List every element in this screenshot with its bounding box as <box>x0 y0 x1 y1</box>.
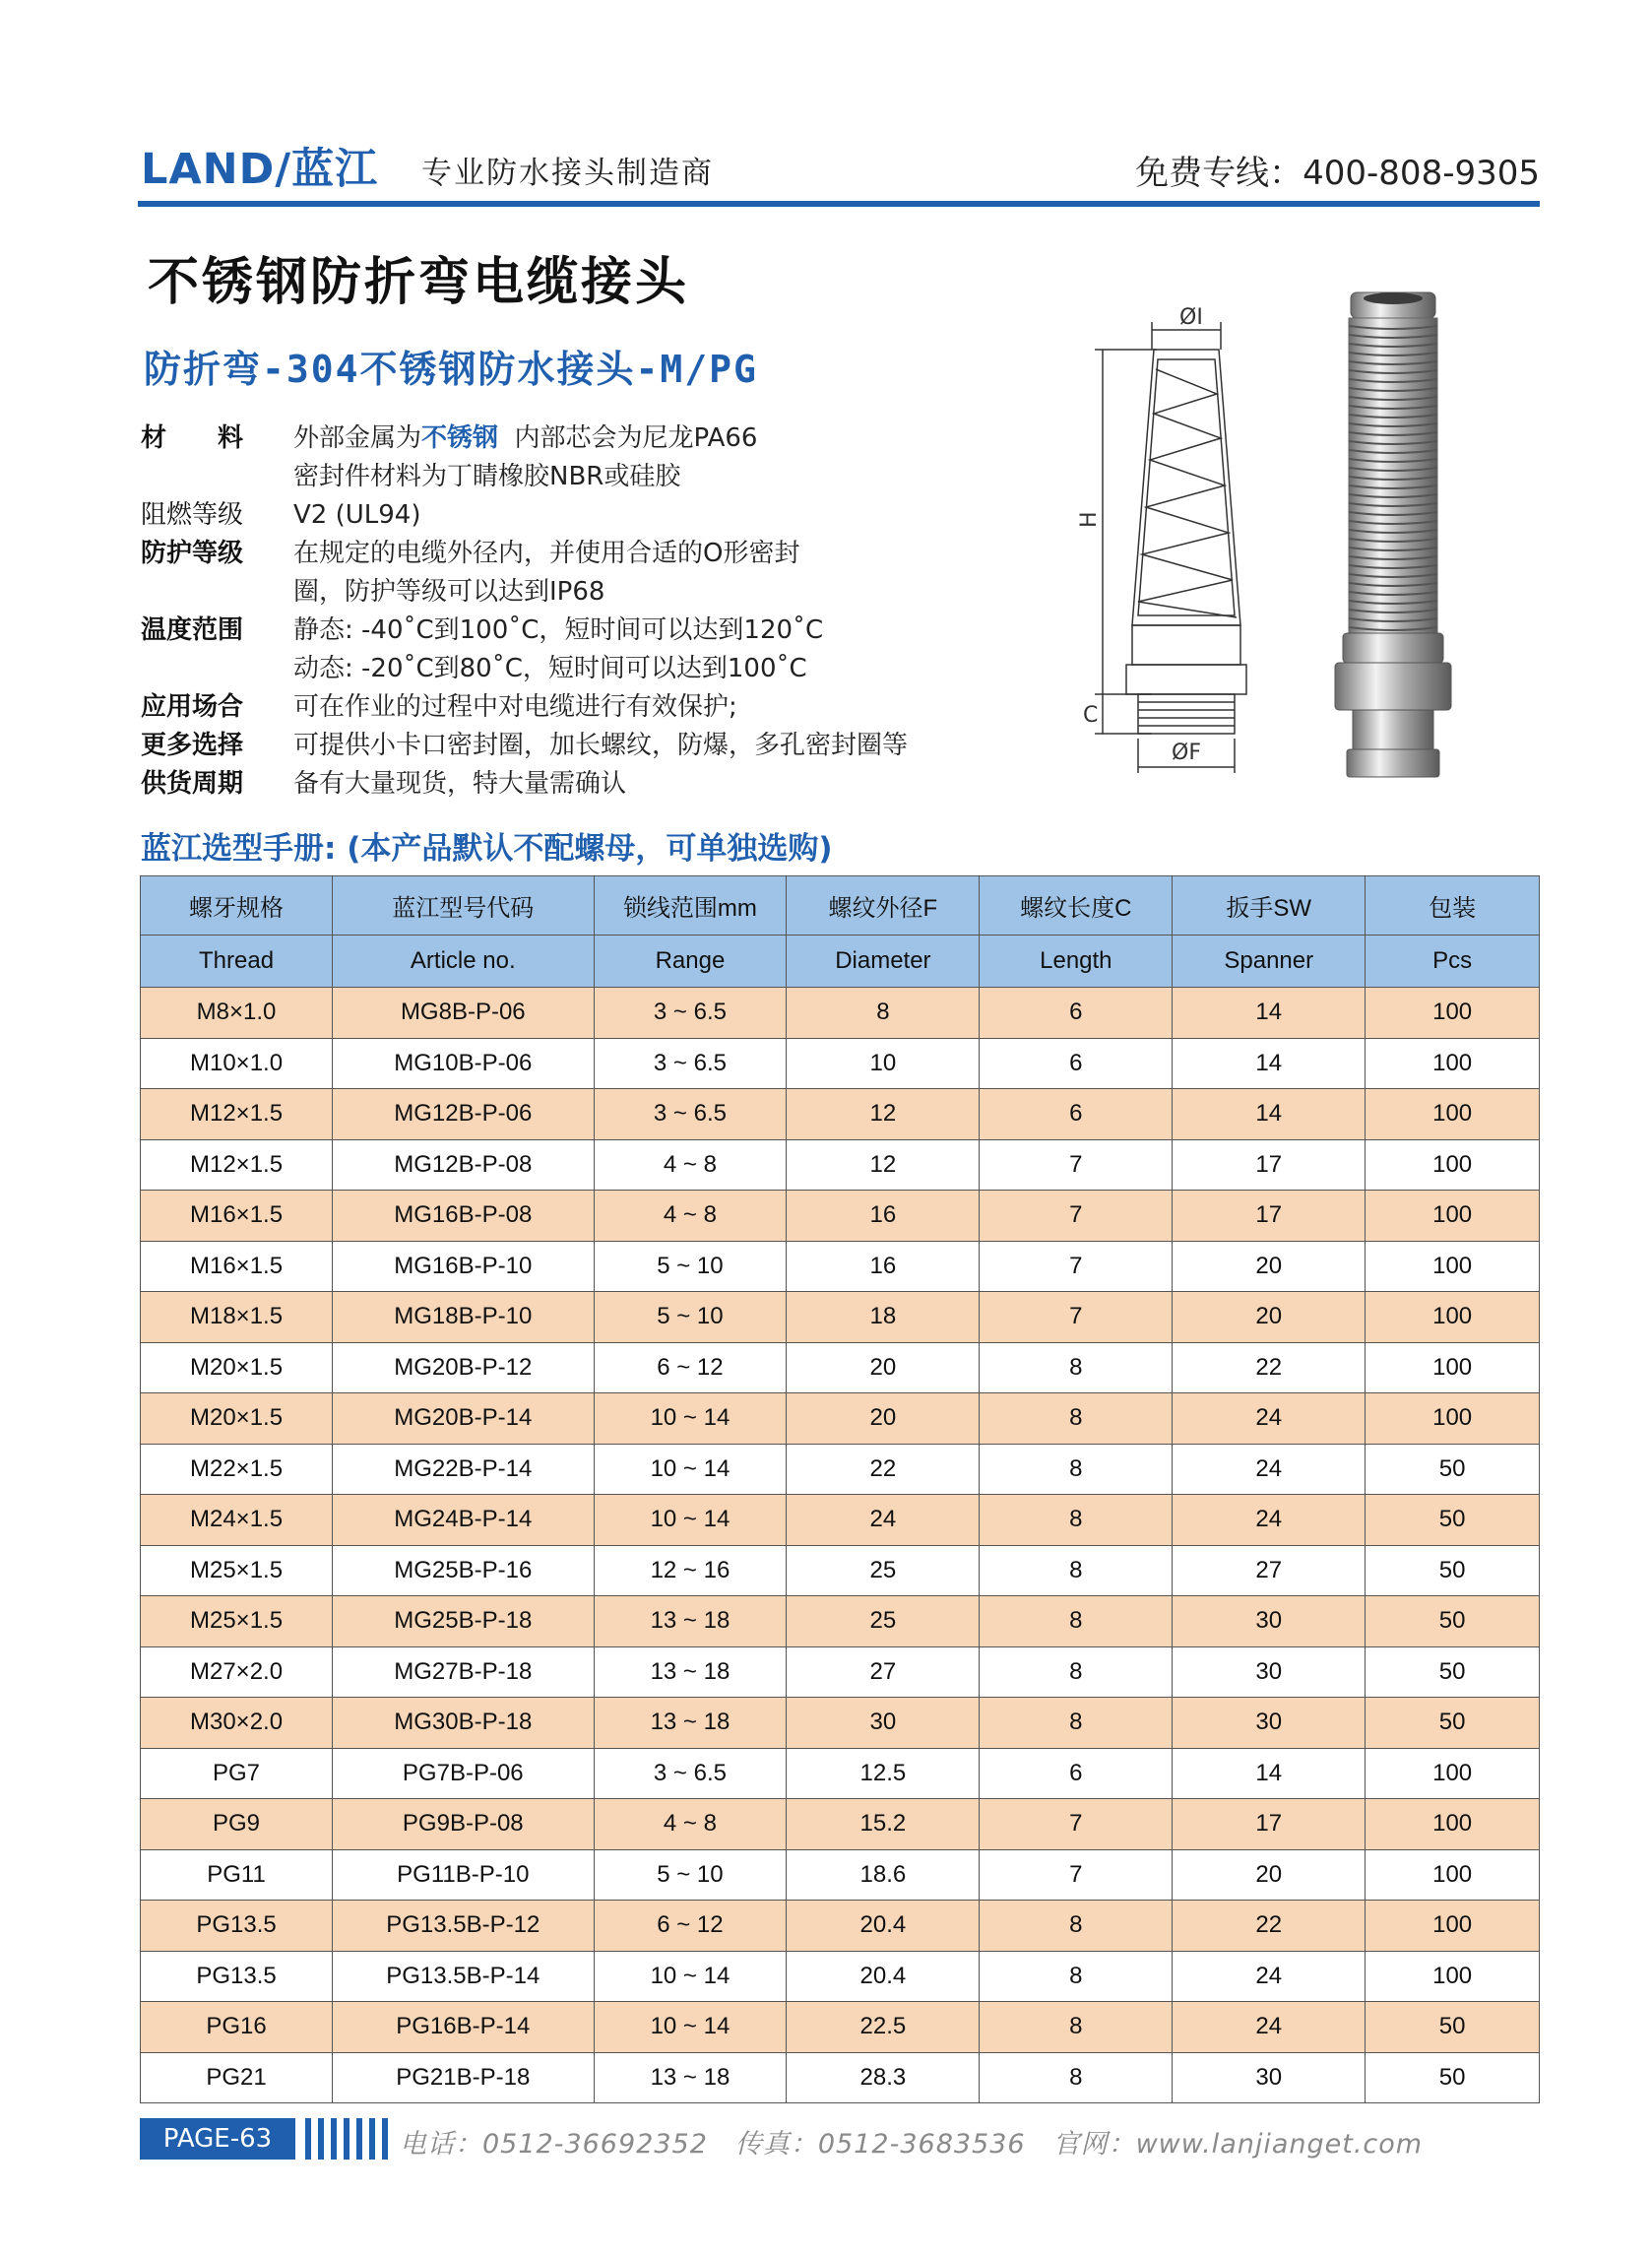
table-cell: M22×1.5 <box>141 1444 333 1495</box>
table-cell: 14 <box>1173 1089 1366 1140</box>
dim-label-f: ØF <box>1172 741 1201 765</box>
table-cell: 50 <box>1366 1545 1540 1596</box>
table-cell: PG13.5B-P-14 <box>333 1951 594 2002</box>
table-cell: PG7B-P-06 <box>333 1748 594 1799</box>
table-cell: 100 <box>1366 1393 1540 1445</box>
table-cell: 7 <box>980 1799 1173 1850</box>
table-cell: PG21B-P-18 <box>333 2052 594 2103</box>
table-cell: 24 <box>1173 1495 1366 1546</box>
table-cell: 100 <box>1366 1241 1540 1292</box>
table-cell: 10 ~ 14 <box>594 1951 787 2002</box>
table-cell: 7 <box>980 1292 1173 1343</box>
table-cell: 8 <box>787 988 980 1039</box>
spec-label: 温度范围 <box>141 615 244 645</box>
table-cell: 30 <box>1173 1646 1366 1698</box>
table-cell: 20.4 <box>787 1901 980 1952</box>
table-cell: 6 ~ 12 <box>594 1901 787 1952</box>
table-cell: 6 <box>980 1038 1173 1089</box>
column-header: 螺纹长度C <box>980 876 1173 935</box>
table-cell: M25×1.5 <box>141 1545 333 1596</box>
table-cell: 14 <box>1173 1038 1366 1089</box>
table-cell: 5 ~ 10 <box>594 1241 787 1292</box>
spec-value: 外部金属为 <box>293 423 422 453</box>
spec-label: 防护等级 <box>141 539 244 568</box>
table-cell: 17 <box>1173 1139 1366 1191</box>
table-cell: 5 ~ 10 <box>594 1292 787 1343</box>
spec-material <box>141 419 1027 458</box>
table-cell: 8 <box>980 1646 1173 1698</box>
table-cell: PG11B-P-10 <box>333 1849 594 1901</box>
hotline: 免费专线：400-808-9305 <box>1135 154 1540 193</box>
table-row <box>141 1849 1540 1901</box>
table-cell: PG16 <box>141 2002 333 2053</box>
table-row <box>141 1089 1540 1140</box>
table-cell: 10 <box>787 1038 980 1089</box>
table-row <box>141 1901 1540 1952</box>
table-cell: 100 <box>1366 1849 1540 1901</box>
table-row <box>141 1139 1540 1191</box>
table-cell: 8 <box>980 1444 1173 1495</box>
column-header: Article no. <box>333 935 594 988</box>
table-cell: 100 <box>1366 1951 1540 2002</box>
table-cell: M25×1.5 <box>141 1596 333 1647</box>
spec-label: 材 料 <box>141 423 244 453</box>
table-cell: 15.2 <box>787 1799 980 1850</box>
table-cell: 3 ~ 6.5 <box>594 1038 787 1089</box>
table-cell: 14 <box>1173 1748 1366 1799</box>
table-cell: 50 <box>1366 2052 1540 2103</box>
table-cell: 18.6 <box>787 1849 980 1901</box>
spec-application <box>141 688 1027 727</box>
table-cell: 20 <box>787 1342 980 1393</box>
table-cell: MG12B-P-06 <box>333 1089 594 1140</box>
table-cell: 10 ~ 14 <box>594 1393 787 1445</box>
table-cell: 8 <box>980 1901 1173 1952</box>
table-cell: MG20B-P-12 <box>333 1342 594 1393</box>
highlight-stainless: 不锈钢 <box>421 423 499 453</box>
table-cell: 30 <box>787 1698 980 1749</box>
dim-label-h: H <box>1077 511 1102 528</box>
product-photo <box>1319 290 1467 783</box>
table-cell: 25 <box>787 1596 980 1647</box>
table-cell: 17 <box>1173 1799 1366 1850</box>
table-cell: M20×1.5 <box>141 1393 333 1445</box>
table-cell: 12 <box>787 1139 980 1191</box>
table-row <box>141 1241 1540 1292</box>
table-cell: 50 <box>1366 1646 1540 1698</box>
brand-logo-text: LAND/蓝江 <box>141 145 379 194</box>
table-cell: 100 <box>1366 1342 1540 1393</box>
product-subtitle: 防折弯-304不锈钢防水接头-M/PG <box>144 348 758 391</box>
table-cell: M24×1.5 <box>141 1495 333 1546</box>
table-cell: 12 ~ 16 <box>594 1545 787 1596</box>
dim-label-c: C <box>1083 703 1099 728</box>
table-cell: 17 <box>1173 1191 1366 1242</box>
column-header: Range <box>594 935 787 988</box>
table-row <box>141 1191 1540 1242</box>
tagline: 专业防水接头制造商 <box>421 156 714 191</box>
table-cell: 16 <box>787 1241 980 1292</box>
spec-value: 可提供小卡口密封圈，加长螺纹，防爆，多孔密封圈等 <box>293 731 909 760</box>
table-cell: MG16B-P-10 <box>333 1241 594 1292</box>
table-cell: 13 ~ 18 <box>594 1698 787 1749</box>
table-cell: 8 <box>980 1393 1173 1445</box>
spec-value: V2 (UL94) <box>293 500 421 530</box>
table-row <box>141 1646 1540 1698</box>
table-cell: 12.5 <box>787 1748 980 1799</box>
table-row <box>141 1393 1540 1445</box>
spec-temperature <box>141 612 1027 650</box>
spec-value: 在规定的电缆外径内，并使用合适的O形密封 <box>293 539 800 568</box>
table-cell: 4 ~ 8 <box>594 1191 787 1242</box>
table-cell: 100 <box>1366 1292 1540 1343</box>
table-cell: 8 <box>980 1545 1173 1596</box>
table-cell: 10 ~ 14 <box>594 1495 787 1546</box>
table-cell: MG12B-P-08 <box>333 1139 594 1191</box>
table-cell: PG9B-P-08 <box>333 1799 594 1850</box>
selection-guide-title: 蓝江选型手册: (本产品默认不配螺母，可单独选购) <box>141 831 833 867</box>
table-cell: MG18B-P-10 <box>333 1292 594 1343</box>
table-cell: 7 <box>980 1191 1173 1242</box>
table-cell: 18 <box>787 1292 980 1343</box>
table-cell: PG13.5 <box>141 1951 333 2002</box>
table-cell: 8 <box>980 1495 1173 1546</box>
table-row <box>141 1444 1540 1495</box>
spec-value: 动态: -20˚C到80˚C，短时间可以达到100˚C <box>293 654 807 683</box>
column-header: Length <box>980 935 1173 988</box>
spec-options <box>141 727 1027 765</box>
table-cell: MG10B-P-06 <box>333 1038 594 1089</box>
table-cell: 8 <box>980 2052 1173 2103</box>
spec-list <box>141 419 1027 804</box>
spec-value: 备有大量现货，特大量需确认 <box>293 769 627 799</box>
table-cell: 24 <box>1173 1393 1366 1445</box>
table-cell: 20 <box>1173 1292 1366 1343</box>
table-row <box>141 2002 1540 2053</box>
spec-label: 应用场合 <box>141 692 244 722</box>
table-cell: 7 <box>980 1241 1173 1292</box>
column-header: Pcs <box>1366 935 1540 988</box>
table-cell: PG9 <box>141 1799 333 1850</box>
table-cell: 100 <box>1366 988 1540 1039</box>
spec-value: 可在作业的过程中对电缆进行有效保护; <box>293 692 737 722</box>
table-cell: 24 <box>1173 1951 1366 2002</box>
table-cell: 3 ~ 6.5 <box>594 1748 787 1799</box>
column-header: Diameter <box>787 935 980 988</box>
table-cell: 20 <box>1173 1241 1366 1292</box>
table-cell: M18×1.5 <box>141 1292 333 1343</box>
table-cell: 100 <box>1366 1901 1540 1952</box>
table-cell: 100 <box>1366 1799 1540 1850</box>
table-cell: MG8B-P-06 <box>333 988 594 1039</box>
table-row <box>141 1545 1540 1596</box>
page-number: PAGE-63 <box>140 2118 295 2160</box>
spec-value: 密封件材料为丁睛橡胶NBR或硅胶 <box>293 462 681 491</box>
footer-stripes <box>305 2118 388 2160</box>
table-cell: 6 ~ 12 <box>594 1342 787 1393</box>
table-cell: M10×1.0 <box>141 1038 333 1089</box>
table-cell: 8 <box>980 1951 1173 2002</box>
table-row <box>141 988 1540 1039</box>
table-cell: 100 <box>1366 1038 1540 1089</box>
table-cell: 27 <box>1173 1545 1366 1596</box>
table-cell: MG16B-P-08 <box>333 1191 594 1242</box>
table-header-en <box>141 935 1540 988</box>
spec-protection <box>141 535 1027 573</box>
column-header: 锁线范围mm <box>594 876 787 935</box>
table-cell: 16 <box>787 1191 980 1242</box>
table-cell: 10 ~ 14 <box>594 1444 787 1495</box>
spec-value: 内部芯会为尼龙PA66 <box>498 423 758 453</box>
table-cell: 6 <box>980 1089 1173 1140</box>
table-row <box>141 1038 1540 1089</box>
table-cell: 20 <box>787 1393 980 1445</box>
table-cell: 30 <box>1173 1698 1366 1749</box>
table-cell: 24 <box>787 1495 980 1546</box>
column-header: 扳手SW <box>1173 876 1366 935</box>
table-cell: 50 <box>1366 1444 1540 1495</box>
table-cell: M27×2.0 <box>141 1646 333 1698</box>
table-cell: 22 <box>1173 1901 1366 1952</box>
column-header: Thread <box>141 935 333 988</box>
table-row <box>141 1748 1540 1799</box>
table-cell: 14 <box>1173 988 1366 1039</box>
table-cell: 22 <box>1173 1342 1366 1393</box>
table-cell: M12×1.5 <box>141 1139 333 1191</box>
table-cell: 6 <box>980 988 1173 1039</box>
table-row <box>141 1799 1540 1850</box>
table-cell: M12×1.5 <box>141 1089 333 1140</box>
table-cell: M8×1.0 <box>141 988 333 1039</box>
table-cell: M30×2.0 <box>141 1698 333 1749</box>
table-cell: 24 <box>1173 2002 1366 2053</box>
table-cell: 100 <box>1366 1139 1540 1191</box>
table-cell: MG24B-P-14 <box>333 1495 594 1546</box>
spec-label: 更多选择 <box>141 731 244 760</box>
spec-label: 阻燃等级 <box>141 500 244 530</box>
header-divider <box>138 201 1540 207</box>
table-cell: PG13.5B-P-12 <box>333 1901 594 1952</box>
table-cell: 22.5 <box>787 2002 980 2053</box>
table-cell: 50 <box>1366 1698 1540 1749</box>
table-body <box>141 988 1540 2103</box>
table-cell: M20×1.5 <box>141 1342 333 1393</box>
table-cell: 4 ~ 8 <box>594 1139 787 1191</box>
table-cell: 8 <box>980 1342 1173 1393</box>
table-cell: 13 ~ 18 <box>594 2052 787 2103</box>
table-cell: 10 ~ 14 <box>594 2002 787 2053</box>
table-cell: PG21 <box>141 2052 333 2103</box>
dim-label-i: ØI <box>1179 305 1203 330</box>
table-row <box>141 1292 1540 1343</box>
table-cell: MG20B-P-14 <box>333 1393 594 1445</box>
table-cell: MG27B-P-18 <box>333 1646 594 1698</box>
table-cell: PG11 <box>141 1849 333 1901</box>
table-cell: 5 ~ 10 <box>594 1849 787 1901</box>
table-cell: PG13.5 <box>141 1901 333 1952</box>
spec-value: 静态: -40˚C到100˚C，短时间可以达到120˚C <box>293 615 824 645</box>
table-cell: 25 <box>787 1545 980 1596</box>
table-cell: 6 <box>980 1748 1173 1799</box>
column-header: Spanner <box>1173 935 1366 988</box>
table-cell: M16×1.5 <box>141 1241 333 1292</box>
column-header: 螺纹外径F <box>787 876 980 935</box>
table-cell: MG25B-P-16 <box>333 1545 594 1596</box>
table-cell: 27 <box>787 1646 980 1698</box>
table-cell: 30 <box>1173 1596 1366 1647</box>
table-cell: MG25B-P-18 <box>333 1596 594 1647</box>
footer-contact: 电话：0512-36692352 传真：0512-3683536 官网：www.lanjianget.com <box>400 2129 1424 2160</box>
table-row <box>141 1951 1540 2002</box>
table-row <box>141 1596 1540 1647</box>
table-cell: 28.3 <box>787 2052 980 2103</box>
table-cell: 20.4 <box>787 1951 980 2002</box>
table-cell: 4 ~ 8 <box>594 1799 787 1850</box>
table-cell: MG30B-P-18 <box>333 1698 594 1749</box>
table-cell: 22 <box>787 1444 980 1495</box>
column-header: 螺牙规格 <box>141 876 333 935</box>
table-cell: 8 <box>980 1698 1173 1749</box>
table-cell: 7 <box>980 1139 1173 1191</box>
table-cell: 13 ~ 18 <box>594 1646 787 1698</box>
table-cell: MG22B-P-14 <box>333 1444 594 1495</box>
page-title: 不锈钢防折弯电缆接头 <box>148 252 690 312</box>
table-cell: 50 <box>1366 2002 1540 2053</box>
table-row <box>141 1342 1540 1393</box>
table-cell: 30 <box>1173 2052 1366 2103</box>
table-cell: 100 <box>1366 1748 1540 1799</box>
spec-label: 供货周期 <box>141 769 244 799</box>
product-spec-table <box>140 875 1540 2103</box>
table-cell: 12 <box>787 1089 980 1140</box>
table-cell: 7 <box>980 1849 1173 1901</box>
table-cell: 100 <box>1366 1089 1540 1140</box>
table-cell: PG7 <box>141 1748 333 1799</box>
table-cell: 50 <box>1366 1596 1540 1647</box>
table-cell: 100 <box>1366 1191 1540 1242</box>
table-cell: PG16B-P-14 <box>333 2002 594 2053</box>
spec-supply <box>141 765 1027 804</box>
table-cell: 13 ~ 18 <box>594 1596 787 1647</box>
table-header-cn <box>141 876 1540 935</box>
column-header: 蓝江型号代码 <box>333 876 594 935</box>
table-cell: 24 <box>1173 1444 1366 1495</box>
table-cell: 8 <box>980 1596 1173 1647</box>
table-cell: 50 <box>1366 1495 1540 1546</box>
spec-flame <box>141 496 1027 535</box>
table-cell: 3 ~ 6.5 <box>594 1089 787 1140</box>
technical-drawing <box>1073 300 1270 783</box>
table-cell: 3 ~ 6.5 <box>594 988 787 1039</box>
table-cell: M16×1.5 <box>141 1191 333 1242</box>
table-row <box>141 1495 1540 1546</box>
table-row <box>141 1698 1540 1749</box>
table-row <box>141 2052 1540 2103</box>
column-header: 包装 <box>1366 876 1540 935</box>
table-cell: 8 <box>980 2002 1173 2053</box>
table-cell: 20 <box>1173 1849 1366 1901</box>
spec-value: 圈，防护等级可以达到IP68 <box>293 577 605 607</box>
